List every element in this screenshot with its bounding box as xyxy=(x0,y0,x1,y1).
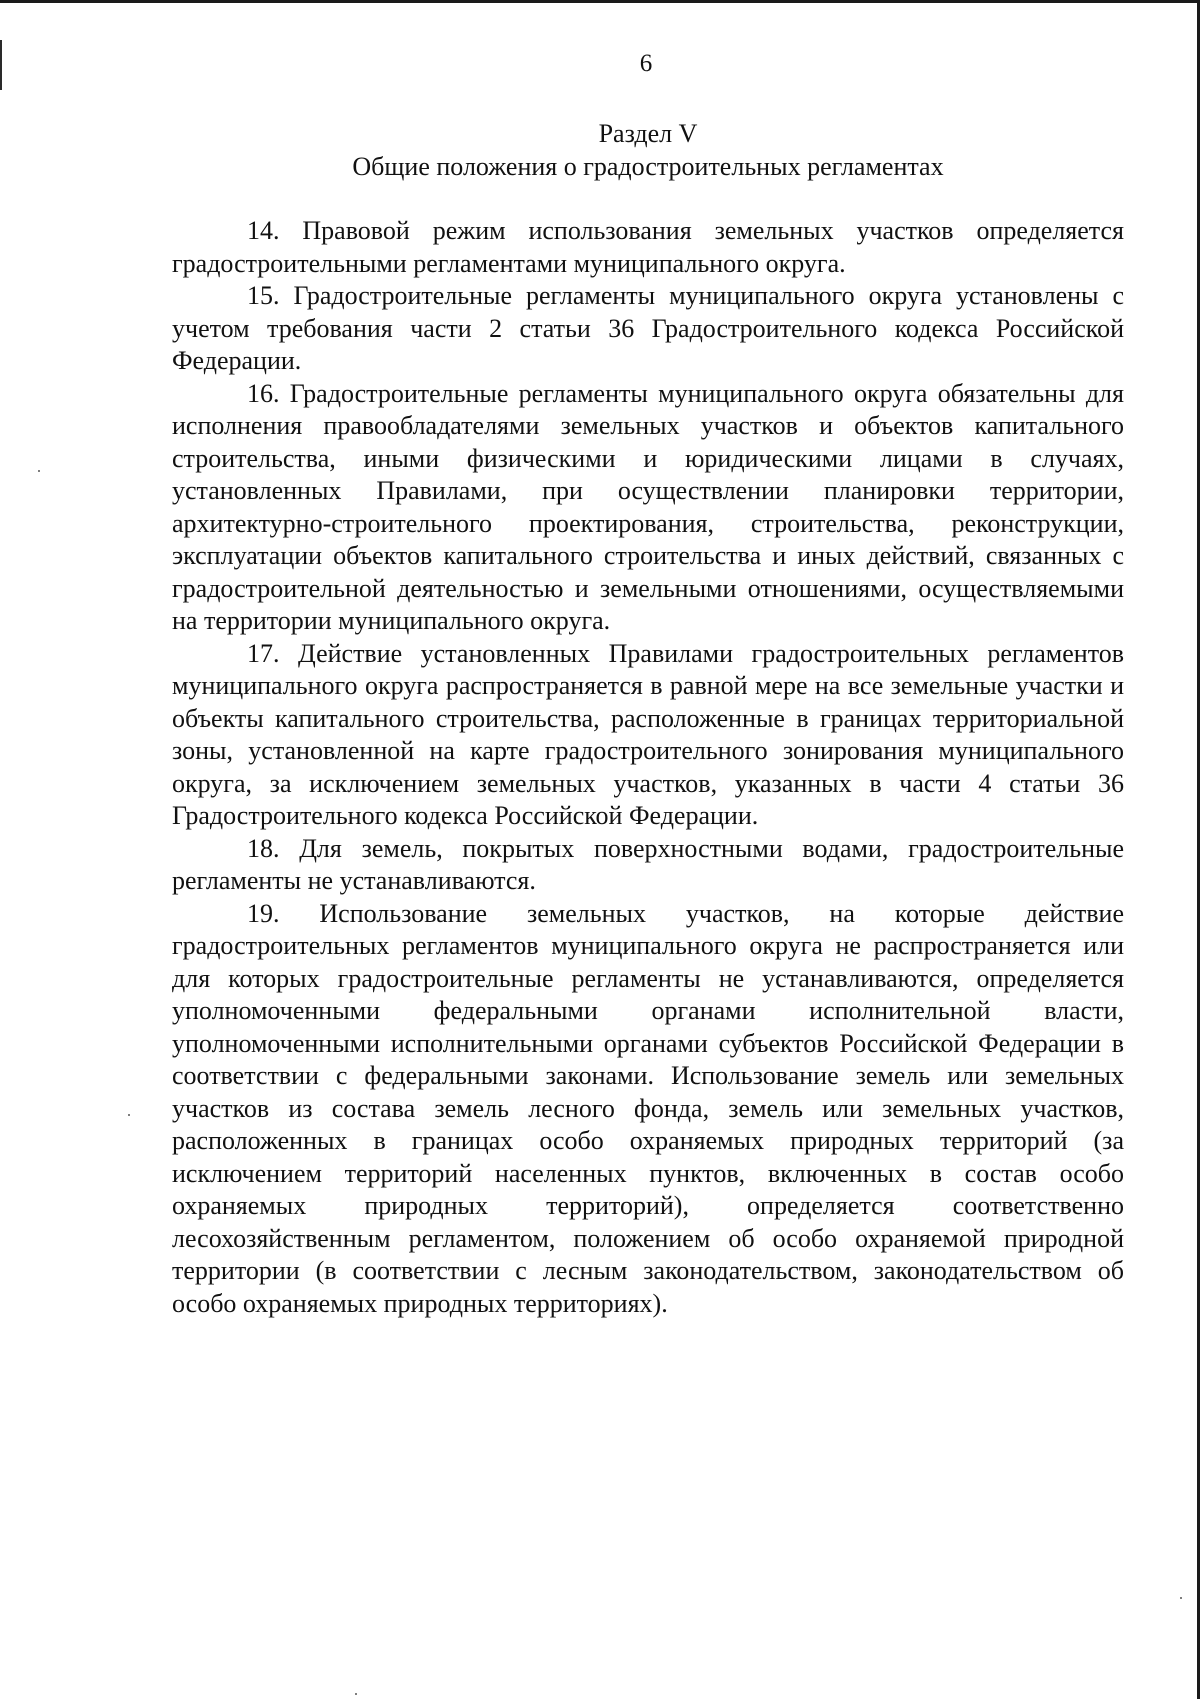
paragraph-18: 18. Для земель, покрытых поверхностными водами, градостроительные регламенты не устанавливаются. xyxy=(172,833,1124,895)
paragraph-16: 16. Градостроительные регламенты муниципального округа обязательны для исполнения правообладателями земельных участков и объектов капитального строительства, иными физическими и юридическими лицами в случаях, установленных Правилами, при осуществлении планировки территории, архитектурно-строительного проектирования, строительства, реконструкции, эксплуатации объектов капитального строительства и иных действий, связанных с градостроительной деятельностью и земельными отношениями, осуществляемыми на территории муниципального округа. xyxy=(172,378,1124,635)
paragraph-15: 15. Градостроительные регламенты муниципального округа установлены с учетом требования части 2 статьи 36 Градостроительного кодекса Российской Федерации. xyxy=(172,281,1124,375)
page-number: 6 xyxy=(639,50,653,77)
section-label: Раздел V xyxy=(598,119,698,148)
scan-speck xyxy=(128,1114,130,1116)
scan-speck xyxy=(1180,1597,1182,1599)
section-heading xyxy=(172,118,1124,183)
scan-speck xyxy=(38,470,40,472)
section-title: Общие положения о градостроительных регламентах xyxy=(352,151,944,181)
paragraph-19: 19. Использование земельных участков, на которые действие градостроительных регламентов муниципального округа не распространяется или для которых градостроительные регламенты не устанавливаются, определяется уполномоченными федеральными органами исполнительной власти, уполномоченными исполнительными органами субъектов Российской Федерации в соответствии с федеральными законами. Использование земель или земельных участков из состава земель лесного фонда, земель или земельных участков, расположенных в границах особо охраняемых природных территорий (за исключением территорий населенных пунктов, включенных в состав особо охраняемых природных территорий), определяется соответственно лесохозяйственным регламентом, положением об особо охраняемой природной территории (в соответствии с лесным законодательством, законодательством об особо охраняемых природных территориях). xyxy=(172,898,1124,1318)
scan-speck xyxy=(355,1693,357,1695)
paragraph-17: 17. Действие установленных Правилами градостроительных регламентов муниципального округа распространяется в равной мере на все земельные участки и объекты капитального строительства, расположенные в границах территориальной зоны, установленной на карте градостроительного зонирования муниципального округа, за исключением земельных участков, указанных в части 4 статьи 36 Градостроительного кодекса Российской Федерации. xyxy=(172,638,1124,830)
document-body xyxy=(172,215,1124,1320)
scan-border-top xyxy=(0,0,1200,3)
paragraph-14: 14. Правовой режим использования земельных участков определяется градостроительными регламентами муниципального округа. xyxy=(172,216,1124,278)
